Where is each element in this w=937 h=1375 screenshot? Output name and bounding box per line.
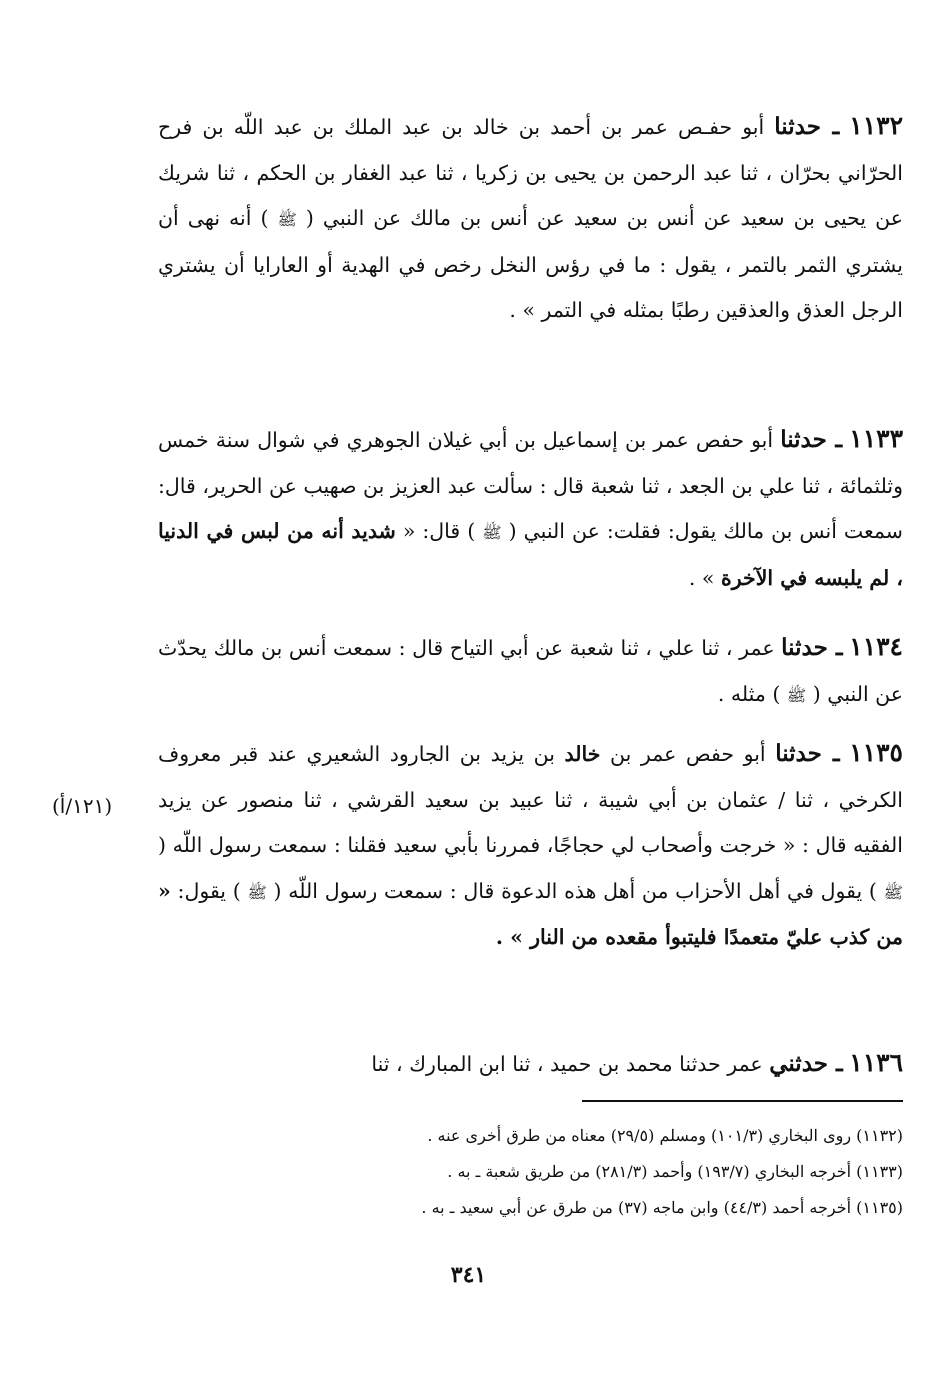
hadith-number: ١١٣٦ [849,1048,903,1077]
footnote-item: (١١٣٣) أخرجه البخاري (١٩٣/٧) وأحمد (٢٨١/٣) من طريق شعبة ـ به . [447,1162,903,1181]
hadith-1135 [158,730,903,961]
footnotes [250,1118,903,1226]
hadith-text-continued: ) أنه نهى أن يشتري الثمر بالتمر ، يقول : ما في رؤس النخل رخص في الهدية أو العارايا أن يشتري الرجل العذق والعذقين رطبًا بمثله في التمر » . [158,206,903,322]
salutation-glyph: ﷺ [482,523,502,542]
hadith-text-continued: بن يزيد بن الجارود الشعيري عند قبر معروف الكرخي ، ثنا / عثمان بن أبي شيبة ، ثنا عبيد بن سعيد القرشي ، ثنا منصور عن يزيد الفقيه قال : « خرجت وأصحاب لي حجاجًا، فمررنا بأبي سعيد فقلنا : سمعت رسول اللّه ( [158,742,903,857]
page-number: ٣٤١ [450,1262,487,1288]
footnote-item: (١١٣٥) أخرجه أحمد (٤٤/٣) وابن ماجه (٣٧) من طرق عن أبي سعيد ـ به . [421,1198,903,1217]
salutation-glyph-2: ﷺ [247,882,267,902]
hadith-text: أبو حفص عمر بن [610,742,766,766]
salutation-glyph: ﷺ [786,685,807,705]
hadith-number: ١١٣٣ [849,424,903,453]
hadith-1132 [158,103,903,334]
hadith-1136 [158,1040,903,1088]
prophetic-quote: شديد أنه من لبس في الدنيا ، لم يلبسه في الآخرة [158,519,903,590]
hadith-keyword: ـ حدثنا [780,426,843,453]
hadith-number: ١١٣٢ [849,111,903,140]
hadith-1133 [158,416,903,601]
footnote-divider [582,1100,903,1102]
hadith-text: عمر حدثنا محمد بن حميد ، ثنا ابن المبارك ، ثنا [371,1052,763,1076]
hadith-text: أبو حفص عمر بن إسماعيل بن أبي غيلان الجوهري في شوال سنة خمس وثلثمائة ، ثنا علي بن الجعد ، ثنا شعبة قال : سألت عبد العزيز بن صهيب عن الحرير، قال: سمعت أنس بن مالك يقول: فقلت: عن النبي ( [158,428,903,543]
narrator-name: خالد [564,742,601,766]
hadith-keyword: ـ حدثنا [781,634,843,661]
footnote-item: (١١٣٢) روى البخاري (١٠١/٣) ومسلم (٢٩/٥) معناه من طرق أخرى عنه . [427,1126,903,1145]
hadith-number: ١١٣٥ [849,738,903,767]
hadith-text-end: » . [688,565,715,590]
salutation-glyph: ﷺ [277,210,297,229]
hadith-text-continued: ) مثله . [717,681,781,706]
hadith-text: عمر ، ثنا علي ، ثنا شعبة عن أبي التياح قال : سمعت أنس بن مالك يحدّث عن النبي ( [158,636,903,706]
salutation-glyph: ﷺ [883,882,903,902]
hadith-number: ١١٣٤ [849,632,903,661]
margin-folio-note: (١٢١/أ) [52,794,113,818]
prophetic-quote: « من كذب عليّ متعمدًا فليتبوأ مقعده من النار » . [158,878,903,949]
hadith-text-continued-2: ) يقول في أهل الأحزاب من أهل هذه الدعوة قال : سمعت رسول اللّه ( [273,878,877,903]
hadith-text: أبو حفـص عمر بن أحمد بن خالد بن عبد الملك بن عبد اللّه بن فرح الحرّاني بحرّان ، ثنا عبد الرحمن بن يحيى بن زكريا ، ثنا عبد الغفار بن الحكم ، ثنا شريك عن يحيى بن سعيد عن أنس بن سعيد عن أنس بن مالك عن النبي ( [158,115,903,230]
hadith-keyword: ـ حدثنا [774,113,840,140]
hadith-text-continued-3: ) يقول: [177,878,241,903]
hadith-keyword: ـ حدثنا [775,740,840,767]
hadith-1134 [158,624,903,718]
hadith-text-continued: ) قال: « [402,519,476,543]
hadith-keyword: ـ حدثني [769,1050,843,1077]
